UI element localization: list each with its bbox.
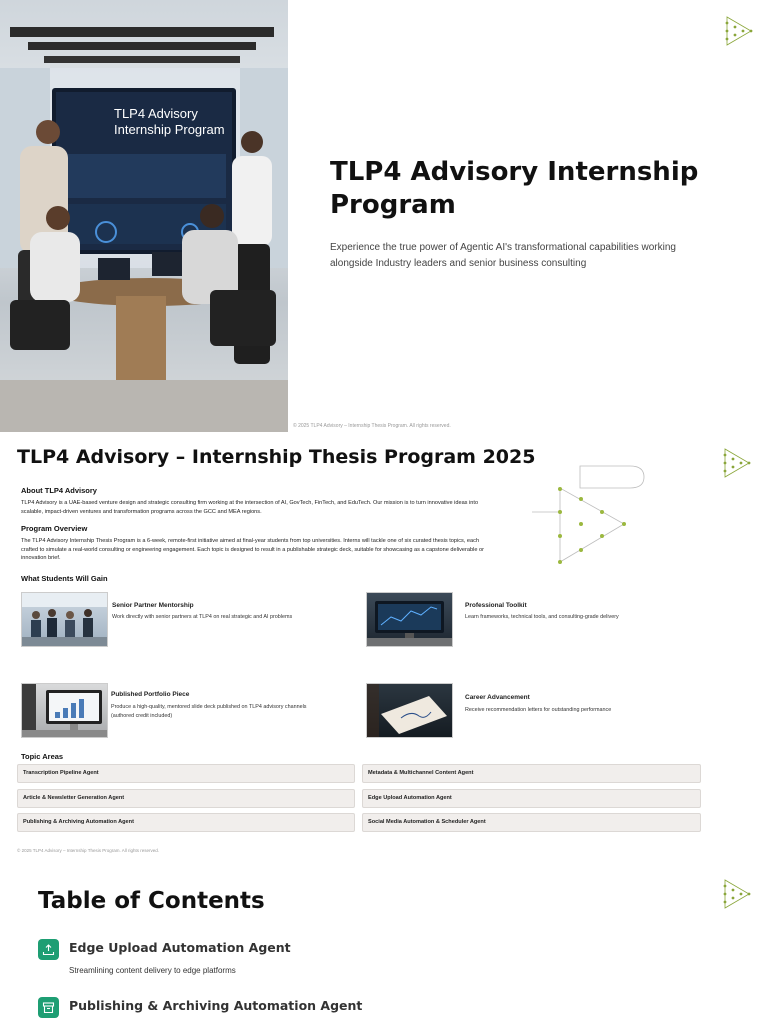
benefit-title: Career Advancement [465,694,530,701]
hero-title: TLP4 Advisory Internship Program [330,157,699,220]
benefit-desc: Produce a high-quality, mentored slide deck published on TLP4 advisory channels (authored credit included) [111,704,307,719]
mentorship-photo [21,592,108,647]
program-title: TLP4 Advisory – Internship Thesis Program 2025 [17,446,536,468]
benefit-desc: Receive recommendation letters for outstanding performance [465,707,612,713]
benefit-title: Published Portfolio Piece [111,691,190,698]
svg-text:Internship Program: Internship Program [114,122,225,137]
overview-heading: Program Overview [21,524,88,533]
topic-item[interactable]: Article & Newsletter Generation Agent [17,789,355,808]
toc-item-title[interactable]: Publishing & Archiving Automation Agent [69,998,363,1013]
portfolio-photo [21,683,108,738]
toc-item-title[interactable]: Edge Upload Automation Agent [69,940,291,955]
archive-icon [38,997,59,1018]
topic-item[interactable]: Edge Upload Automation Agent [362,789,701,808]
upload-icon [38,939,59,960]
toc-item-desc: Streamlining content delivery to edge platforms [69,966,236,975]
benefit-desc: Learn frameworks, technical tools, and consulting-grade delivery [465,614,619,620]
overview-text: The TLP4 Advisory Internship Thesis Program is a 6-week, remote-first initiative aimed at final-year students from top universities. Interns will tackle one of six curated thesis topics, each crafted to simulate a real-world consulting or engineering engagement. Each topic is designed to result in a publishable strategic deck, suitable for showcasing as a capstone deliverable or innovation brief. [21,538,484,561]
topic-item[interactable]: Metadata & Multichannel Content Agent [362,764,701,783]
benefit-desc: Work directly with senior partners at TLP4 on real strategic and AI problems [112,614,293,620]
copyright-footer: © 2025 TLP4 Advisory – Internship Thesis Program. All rights reserved. [293,423,451,429]
topic-item[interactable]: Publishing & Archiving Automation Agent [17,813,355,832]
benefit-title: Professional Toolkit [465,602,527,609]
toc-title: Table of Contents [38,888,265,914]
topic-item[interactable]: Transcription Pipeline Agent [17,764,355,783]
program-slide [0,432,768,864]
toolkit-photo [366,592,453,647]
triangle-logo-icon [720,445,754,481]
topics-heading: Topic Areas [21,752,64,761]
topic-item[interactable]: Social Media Automation & Scheduler Agent [362,813,701,832]
about-text: TLP4 Advisory is a UAE-based venture design and strategic consulting firm working at the intersection of AI, GovTech, FinTech, and EduTech. Our mission is to turn innovative ideas into scalable, impact-driven ventures and transformation programs across the GCC and MEA regions. [21,500,479,515]
toc-slide [0,864,768,1024]
triangle-logo-icon [722,13,756,49]
benefit-title: Senior Partner Mentorship [112,602,194,609]
svg-text:TLP4 Advisory: TLP4 Advisory [114,106,198,121]
about-heading: About TLP4 Advisory [21,486,97,495]
hero-slide [0,0,768,432]
hero-subtitle: Experience the true power of Agentic AI's transformational capabilities working alongside Industry leaders and senior business consulting [330,242,676,269]
gains-heading: What Students Will Gain [21,574,108,583]
hero-photo [0,0,288,432]
copyright-footer: © 2025 TLP4 Advisory – Internship Thesis Program. All rights reserved. [17,848,159,853]
career-photo [366,683,453,738]
triangle-logo-icon [720,876,754,912]
circuit-triangle-graphic [530,462,648,568]
